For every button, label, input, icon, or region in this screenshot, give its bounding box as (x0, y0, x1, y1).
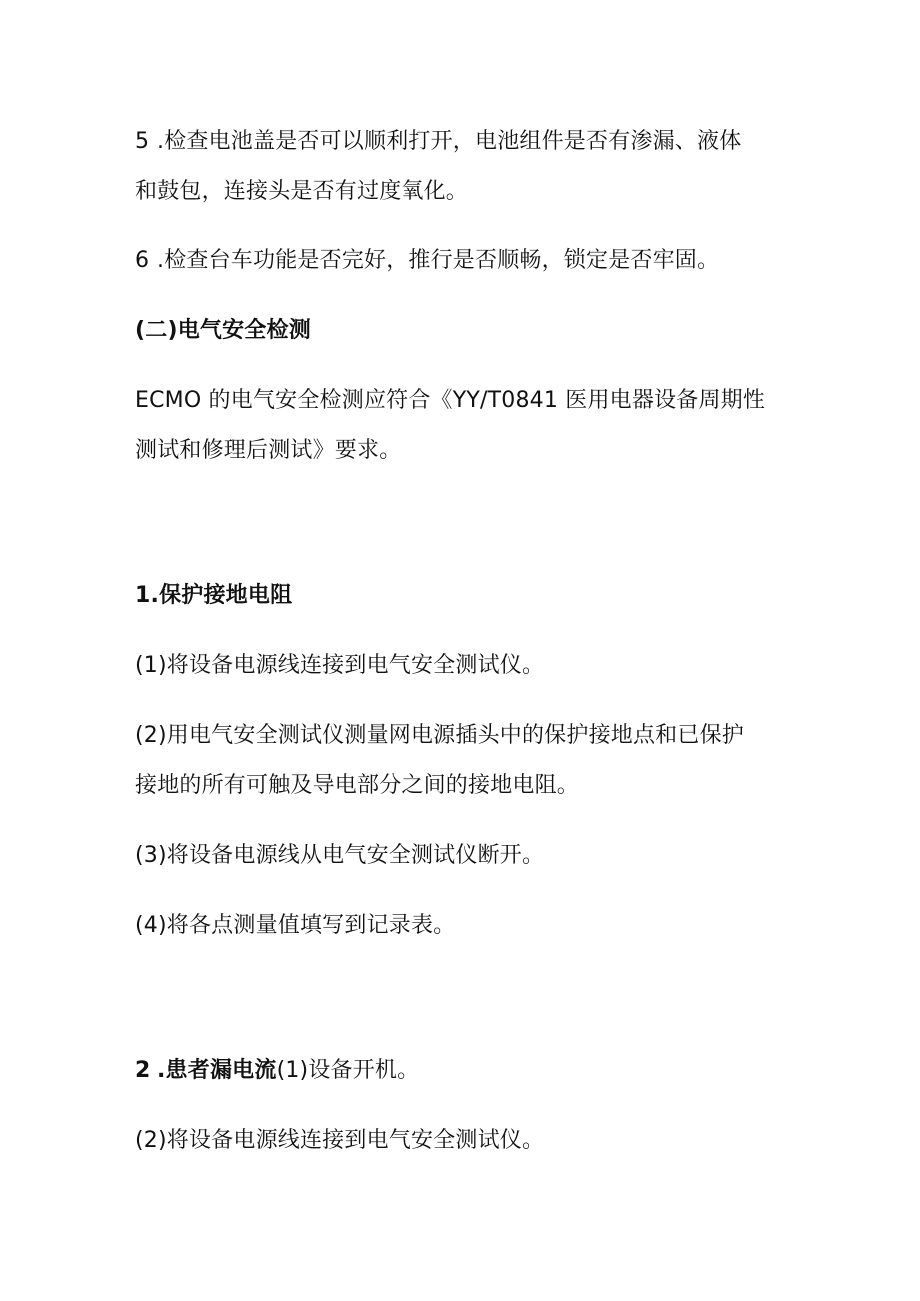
sub1-step-3: (3)将设备电源线从电气安全测试仪断开。 (135, 843, 545, 868)
item-6-line (135, 246, 719, 276)
sub1-step-4: (4)将各点测量值填写到记录表。 (135, 913, 456, 938)
item-5-text: .检查电池盖是否可以顺利打开，电池组件是否有渗漏、液体 (157, 129, 742, 154)
sub1-step-1: (1)将设备电源线连接到电气安全测试仪。 (135, 653, 545, 678)
subsection-1-heading: 1.保护接地电阻 (135, 583, 293, 608)
intro-line-1: ECMO 的电气安全检测应符合《YY/T0841 医用电器设备周期性 (135, 388, 766, 413)
sub2-step-1: (1)设备开机。 (276, 1058, 420, 1083)
subsection-2-line (135, 1056, 419, 1086)
subsection-2-heading: .患者漏电流 (157, 1058, 277, 1083)
sub2-step-2: (2)将设备电源线连接到电气安全测试仪。 (135, 1128, 545, 1153)
sub1-step-2-line-2: 接地的所有可触及导电部分之间的接地电阻。 (135, 773, 580, 798)
subsection-2-number: 2 (135, 1058, 151, 1083)
intro-line-2: 测试和修理后测试》要求。 (135, 438, 402, 463)
item-5-line-1 (135, 127, 741, 157)
section-heading: (二)电气安全检测 (135, 318, 311, 343)
item-6-text: .检查台车功能是否完好，推行是否顺畅，锁定是否牢固。 (157, 248, 720, 273)
item-5-number: 5 (135, 129, 150, 154)
item-6-number: 6 (135, 248, 150, 273)
sub1-step-2-line-1: (2)用电气安全测试仪测量网电源插头中的保护接地点和已保护 (135, 723, 744, 748)
item-5-line-2: 和鼓包，连接头是否有过度氧化。 (135, 179, 469, 204)
